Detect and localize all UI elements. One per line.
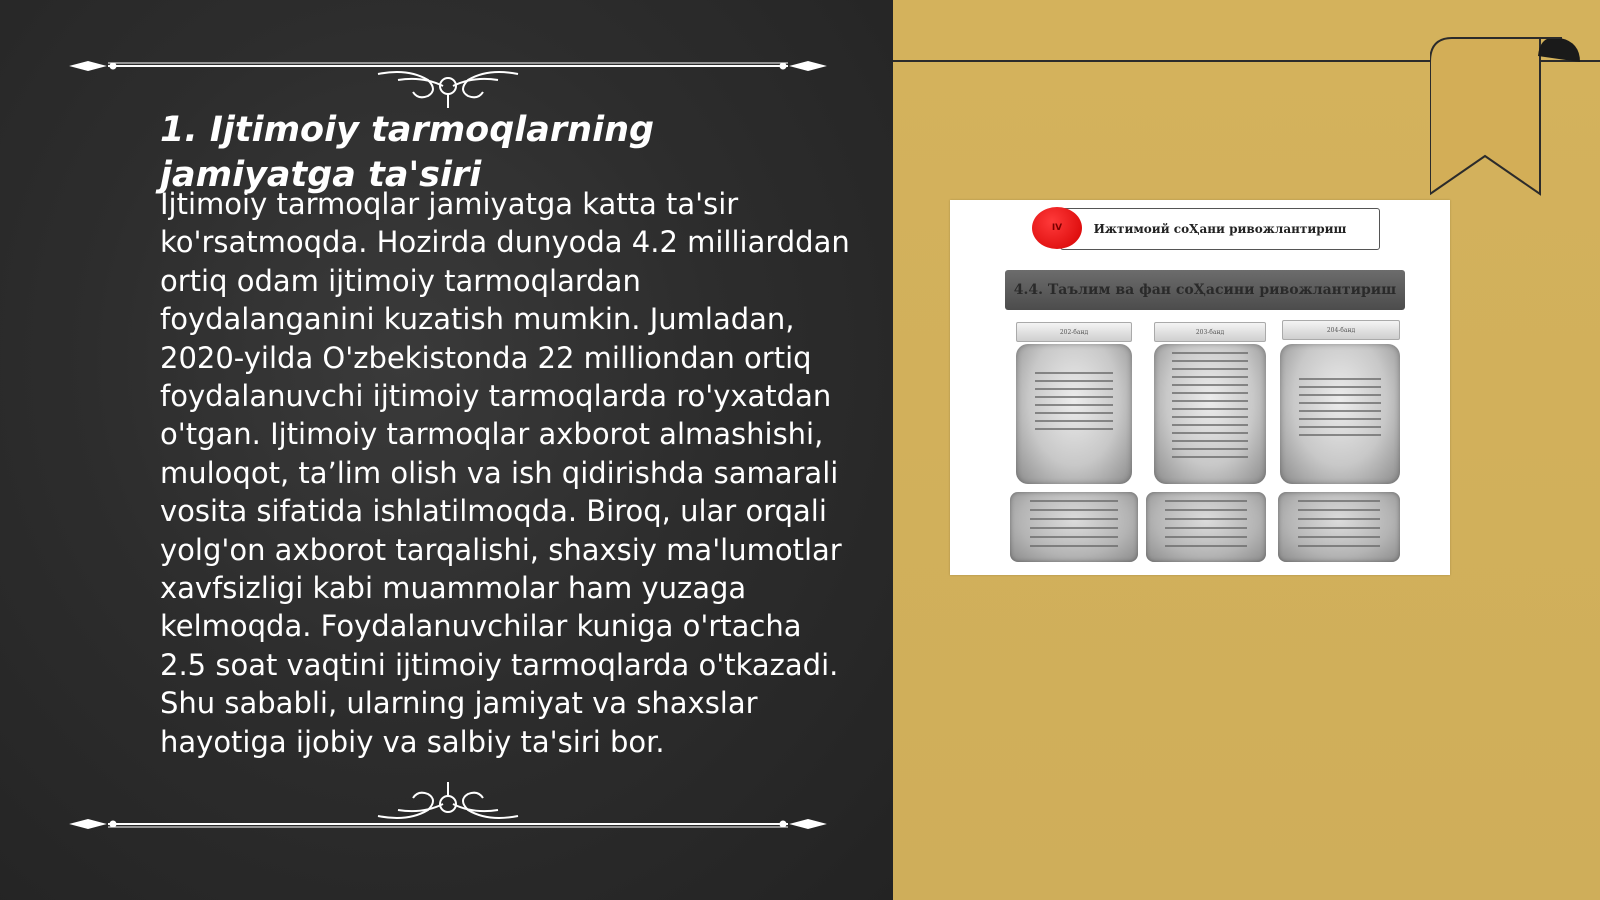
- image-bottom-box: [1278, 492, 1400, 562]
- image-header-box: Ижтимоий соҲани ривожлантириш: [1060, 208, 1380, 250]
- bookmark-ribbon-icon: [1430, 34, 1600, 204]
- image-section-bar: 4.4. Таълим ва фан соҲасини ривожлантириш: [1005, 270, 1405, 310]
- image-column-header: 203-банд: [1154, 322, 1266, 342]
- slide-body-text: Ijtimoiy tarmoqlar jamiyatga katta ta'sir ko'rsatmoqda. Hozirda dunyoda 4.2 milliarddan ortiq odam ijtimoiy tarmoqlardan foydalanganini kuzatish mumkin. Jumladan, 2020-yilda O'zbekistonda 22 milliondan ortiq foydalanuvchi ijtimoiy tarmoqlarda ro'yxatdan o'tgan. Ijtimoiy tarmoqlar axborot almashishi, muloqot, ta’lim olish va ish qidirishda samarali vosita sifatida ishlatilmoqda. Biroq, ular orqali yolg'on axborot tarqalishi, shaxsiy ma'lumotlar xavfsizligi kabi muammolar ham yuzaga kelmoqda. Foydalanuvchilar kuniga o'rtacha 2.5 soat vaqtini ijtimoiy tarmoqlarda o'tkazadi. Shu sababli, ularning jamiyat va shaxslar hayotiga ijobiy va salbiy ta'siri bor.: [160, 187, 850, 759]
- image-bottom-box: [1146, 492, 1266, 562]
- image-column-box: [1016, 344, 1132, 484]
- image-column-box: [1154, 344, 1266, 484]
- image-red-badge: IV: [1032, 207, 1082, 249]
- image-column-header: 202-банд: [1016, 322, 1132, 342]
- image-bottom-box: [1010, 492, 1138, 562]
- bottom-ornament-icon: [68, 780, 828, 840]
- image-column-header: 204-банд: [1282, 320, 1400, 340]
- embedded-diagram-image: [950, 200, 1450, 575]
- slide-title: 1. Ijtimoiy tarmoqlarning jamiyatga ta'siri: [160, 110, 655, 195]
- top-ornament-icon: [68, 50, 828, 110]
- image-column-box: [1280, 344, 1400, 484]
